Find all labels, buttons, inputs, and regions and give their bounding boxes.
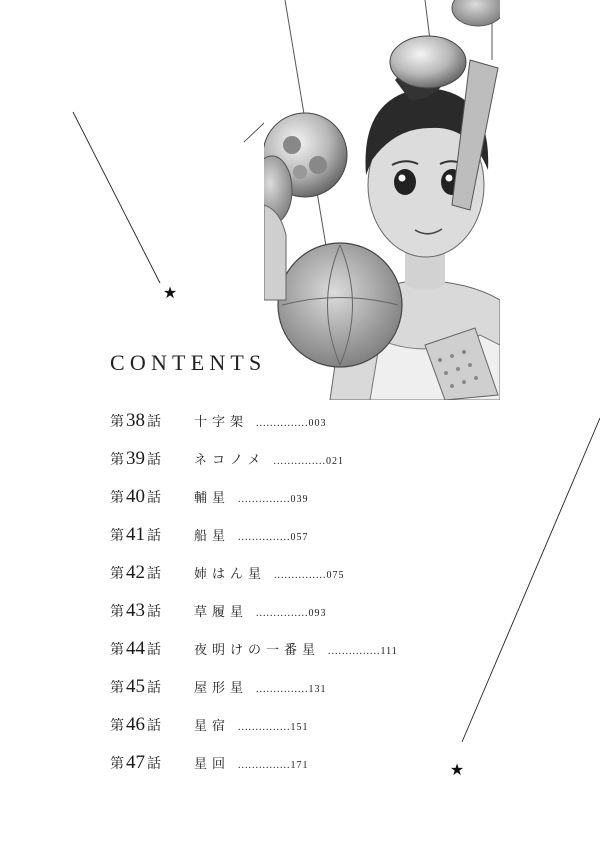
chapter-label: 第 47 話: [110, 752, 161, 773]
dot-leader: ...............: [273, 456, 326, 467]
page-number: 093: [308, 608, 327, 619]
chapter-number: 41: [126, 524, 145, 545]
toc-entry[interactable]: [110, 410, 327, 436]
toc-entry[interactable]: [110, 676, 327, 702]
chapter-title: 十字架: [194, 415, 249, 430]
chapter-number: 43: [126, 600, 145, 621]
chapter-number: 39: [126, 448, 145, 469]
toc-entry[interactable]: [110, 562, 345, 588]
chapter-number: 47: [126, 752, 145, 773]
chapter-title: ネコノメ: [194, 453, 266, 468]
toc-entry[interactable]: [110, 486, 309, 512]
chapter-title: 星回: [194, 757, 231, 772]
toc-entry[interactable]: [110, 638, 398, 664]
chapter-title: 輔星: [194, 491, 231, 506]
chapter-number: 44: [126, 638, 145, 659]
toc-entry[interactable]: [110, 752, 309, 778]
page-number: 057: [290, 532, 309, 543]
page-number: 021: [325, 456, 344, 467]
dot-leader: ...............: [274, 570, 327, 581]
chapter-label: 第 45 話: [110, 676, 161, 697]
chapter-title: 船星: [194, 529, 231, 544]
dot-leader: ...............: [238, 722, 291, 733]
chapter-title: 星宿: [194, 719, 231, 734]
toc-entry[interactable]: [110, 600, 327, 626]
illustration-girl-wind-chimes: [252, 0, 504, 400]
chapter-label: 第 43 話: [110, 600, 161, 621]
dot-leader: ...............: [328, 646, 381, 657]
toc-entry[interactable]: [110, 524, 309, 550]
chapter-title: 屋形星: [194, 681, 249, 696]
page-number: 075: [326, 570, 345, 581]
dot-leader: ...............: [238, 532, 291, 543]
chapter-label: 第 44 話: [110, 638, 161, 659]
shooting-star-line: [73, 112, 160, 283]
dot-leader: ...............: [256, 608, 309, 619]
chapter-number: 40: [126, 486, 145, 507]
chapter-label: 第 40 話: [110, 486, 161, 507]
chapter-label: 第 46 話: [110, 714, 161, 735]
dot-leader: ...............: [238, 760, 291, 771]
chapter-label: 第 41 話: [110, 524, 161, 545]
dot-leader: ...............: [256, 684, 309, 695]
chapter-number: 42: [126, 562, 145, 583]
page-number: 039: [290, 494, 309, 505]
contents-heading: CONTENTS: [110, 350, 267, 375]
chapter-number: 38: [126, 410, 145, 431]
star-icon: ★: [449, 760, 465, 779]
shooting-star-line: [462, 418, 600, 742]
chapter-label: 第 42 話: [110, 562, 161, 583]
page-number: 131: [308, 684, 327, 695]
dot-leader: ...............: [238, 494, 291, 505]
toc-entry[interactable]: [110, 448, 344, 474]
chapter-title: 姉はん星: [194, 567, 267, 582]
dot-leader: ...............: [256, 418, 309, 429]
chapter-label: 第 39 話: [110, 448, 161, 469]
chapter-number: 45: [126, 676, 145, 697]
chapter-title: 夜明けの一番星: [194, 643, 321, 658]
toc-entry[interactable]: [110, 714, 309, 740]
chapter-number: 46: [126, 714, 145, 735]
star-icon: ★: [162, 283, 178, 302]
page-number: 171: [290, 760, 309, 771]
page-number: 151: [290, 722, 309, 733]
page-number: 003: [308, 418, 327, 429]
page-number: 111: [380, 646, 398, 657]
chapter-title: 草履星: [194, 605, 249, 620]
chapter-label: 第 38 話: [110, 410, 161, 431]
